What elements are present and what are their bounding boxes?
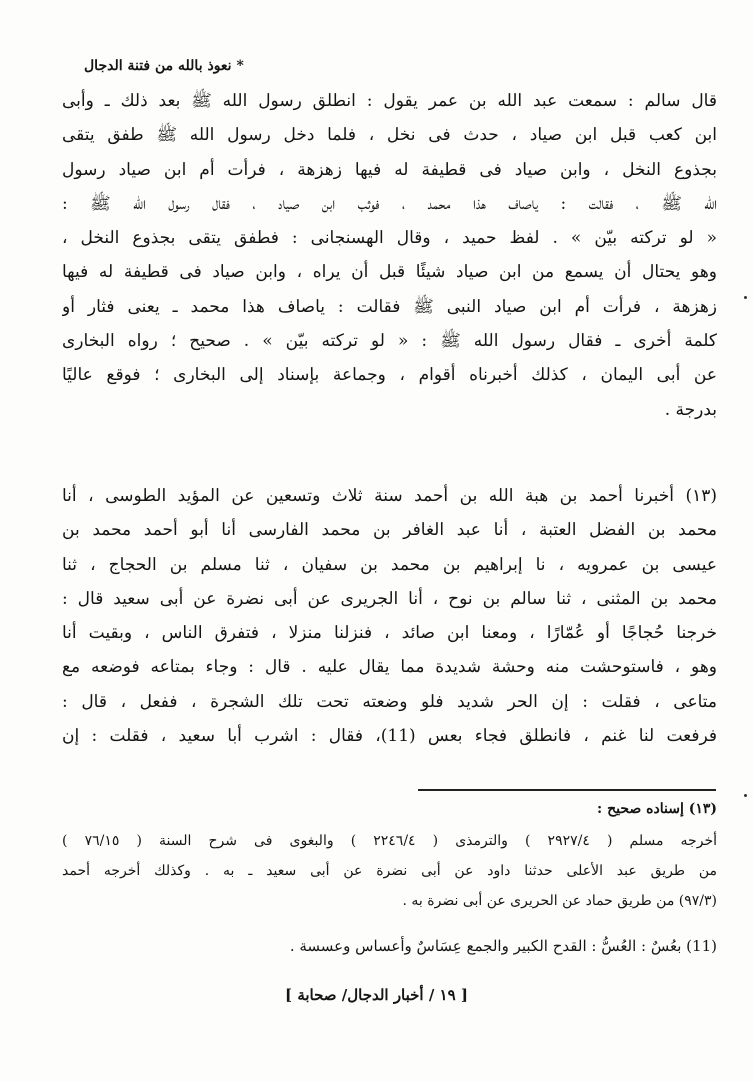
- paragraph-1: [62, 84, 717, 427]
- text-line: فرفعت لنا غنم ، فانطلق فجاء بعس (11)، فقال : اشرب أبا سعيد ، فقلت : إن: [62, 726, 717, 747]
- paragraph-2: [62, 479, 717, 753]
- text-line: ابن كعب قبل ابن صياد ، حدث فى نخل ، فلما دخل رسول الله ﷺ طفق يتقى: [62, 125, 717, 146]
- text-line: كلمة أخرى ـ فقال رسول الله ﷺ : « لو تركته بيّن » . صحيح ؛ رواه البخارى: [62, 331, 717, 352]
- text-line: عيسى بن عمرويه ، نا إبراهيم بن محمد بن سفيان ، ثنا مسلم بن الحجاج ، ثنا: [62, 554, 717, 575]
- takhrij-note: [62, 826, 717, 916]
- text-line: (١٣) أخبرنا أحمد بن هبة الله بن أحمد سنة ثلاث وتسعين عن المؤيد الطوسى ، أنا: [62, 486, 717, 506]
- text-line: متاعى ، فقلت : إن الحر شديد فلو وضعته تحت تلك الشجرة ، ففعل ، قال :: [62, 691, 717, 712]
- text-line: بدرجة .: [664, 399, 717, 420]
- text-line: عن أبى اليمان ، كذلك أخبرناه أقوام ، وجماعة بإسناد إلى البخارى ؛ فوقع عاليًا: [62, 365, 717, 386]
- text-line: خرجنا حُجاجًا أو عُمّارًا ، ومعنا ابن صائد ، فنزلنا منزلا ، فتفرق الناس ، وبقيت أنا: [62, 623, 717, 644]
- note-line: أخرجه مسلم ( ٢٩٢٧/٤ ) والترمذى ( ٢٢٤٦/٤ ) والبغوى فى شرح السنة ( ٧٦/١٥ ): [62, 833, 717, 849]
- page-footer: [ ١٩ / أخبار الدجال/ صحابة ]: [285, 986, 468, 1004]
- note-line: (٩٧/٣) من طريق حماد عن الحريرى عن أبى نضرة به .: [402, 893, 717, 909]
- text-line: قال سالم : سمعت عبد الله بن عمر يقول : انطلق رسول الله ﷺ بعد ذلك ـ وأبى: [62, 91, 717, 111]
- takhrij-heading: (١٣) إسناده صحيح :: [597, 801, 717, 817]
- running-header: * نعوذ بالله من فتنة الدجال: [84, 58, 244, 74]
- note-line: من طريق عبد الأعلى حدثنا داود عن أبى نضرة عن أبى سعيد ـ به . وكذلك أخرجه أحمد: [62, 863, 717, 879]
- text-line: محمد بن الفضل العتبة ، أنا عبد الغافر بن محمد الفارسى أنا أبو أحمد محمد بن: [62, 520, 717, 541]
- text-line: وهو يحتال أن يسمع من ابن صياد شيئًا قبل أن يراه ، وابن صياد فى قطيفة له فيها: [62, 262, 717, 283]
- text-line: « لو تركته بيّن » . لفظ حميد ، وقال الهسنجانى : فطفق يتقى بجذوع النخل ،: [62, 228, 717, 249]
- footnote-separator: [418, 789, 716, 791]
- text-line: محمد بن المثنى ، ثنا سالم بن نوح ، أنا الجريرى عن أبى نضرة عن أبى سعيد قال :: [62, 588, 717, 609]
- text-line: بجذوع النخل ، وابن صياد فى قطيفة له فيها زهزهة ، فرأت أم ابن صياد رسول: [62, 159, 717, 180]
- text-line: الله ﷺ ، فقالت : ياصاف هذا محمد ، فوثب ابن صياد ، فقال رسول الله ﷺ :: [62, 193, 717, 214]
- scan-speck: [744, 296, 747, 299]
- text-line: زهزهة ، فرأت أم ابن صياد النبى ﷺ فقالت : ياصاف هذا محمد ـ يعنى فثار أو: [62, 296, 717, 317]
- scan-speck: [744, 794, 747, 797]
- text-line: وهو ، فاستوحشت منه وحشة شديدة مما يقال عليه . قال : وجاء بمتاعه فوضعه مع: [62, 657, 717, 678]
- word-footnote: (11) بعُسٌ : العُسُّ : القدح الكبير والجمع عِسَاسٌ وأعساس وعسسة .: [289, 937, 717, 955]
